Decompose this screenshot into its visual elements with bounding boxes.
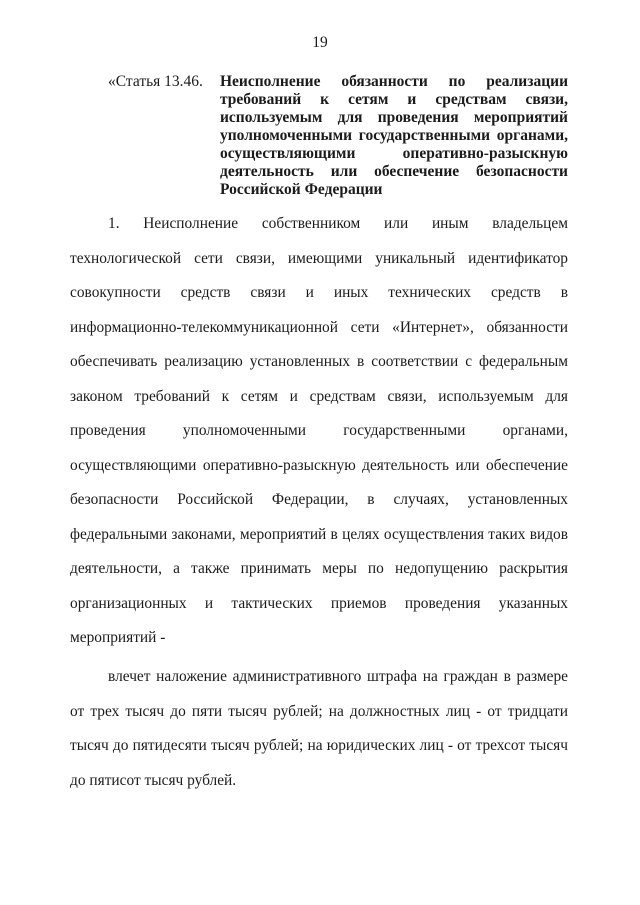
text-line: тысяч до пятидесяти тысяч рублей; на юридических лиц - от трехсот тысяч [70,737,568,754]
article-number-label: «Статья 13.46. [108,73,203,90]
text-line: законом требований к сетям и средствам связи, используемым для [70,387,568,405]
text-line: деятельности, а также принимать меры по недопущению раскрытия [70,560,568,577]
paragraph-2 [70,660,568,798]
text-line: информационно-телекоммуникационной сети «Интернет», обязанности [70,318,568,336]
text-line: Российской Федерации [220,181,383,198]
page-number: 19 [312,34,328,51]
text-line: проведения уполномоченными государственными органами, [70,422,568,439]
text-line: обеспечивать реализацию установленных в соответствии с федеральным [70,353,568,370]
text-line: осуществляющими оперативно-разыскную [220,145,568,162]
article-title [220,73,568,199]
text-line: требований к сетям и средствам связи, [220,91,568,108]
article-heading [108,73,568,199]
text-line: уполномоченными государственными органами, [220,127,568,144]
text-line: Неисполнение обязанности по реализации [220,73,568,90]
text-line: совокупности средств связи и иных технических средств в [70,284,568,301]
text-line: федеральными законами, мероприятий в целях осуществления таких видов [70,525,568,543]
text-line: технологической сети связи, имеющими уникальный идентификатор [70,249,568,267]
text-line: деятельность или обеспечение безопасности [220,163,568,180]
text-line: влечет наложение административного штрафа на граждан в размере [108,668,568,685]
text-line: мероприятий - [70,629,166,646]
text-line: организационных и тактических приемов проведения указанных [70,594,568,612]
text-line: безопасности Российской Федерации, в случаях, установленных [70,491,568,508]
text-line: от трех тысяч до пяти тысяч рублей; на должностных лиц - от тридцати [70,702,568,720]
text-line: 1. Неисполнение собственником или иным владельцем [108,215,568,232]
paragraph-1 [70,207,568,656]
text-line: используемым для проведения мероприятий [220,109,568,126]
text-line: осуществляющими оперативно-разыскную деятельность или обеспечение [70,456,568,474]
text-line: до пятисот тысяч рублей. [70,771,237,789]
